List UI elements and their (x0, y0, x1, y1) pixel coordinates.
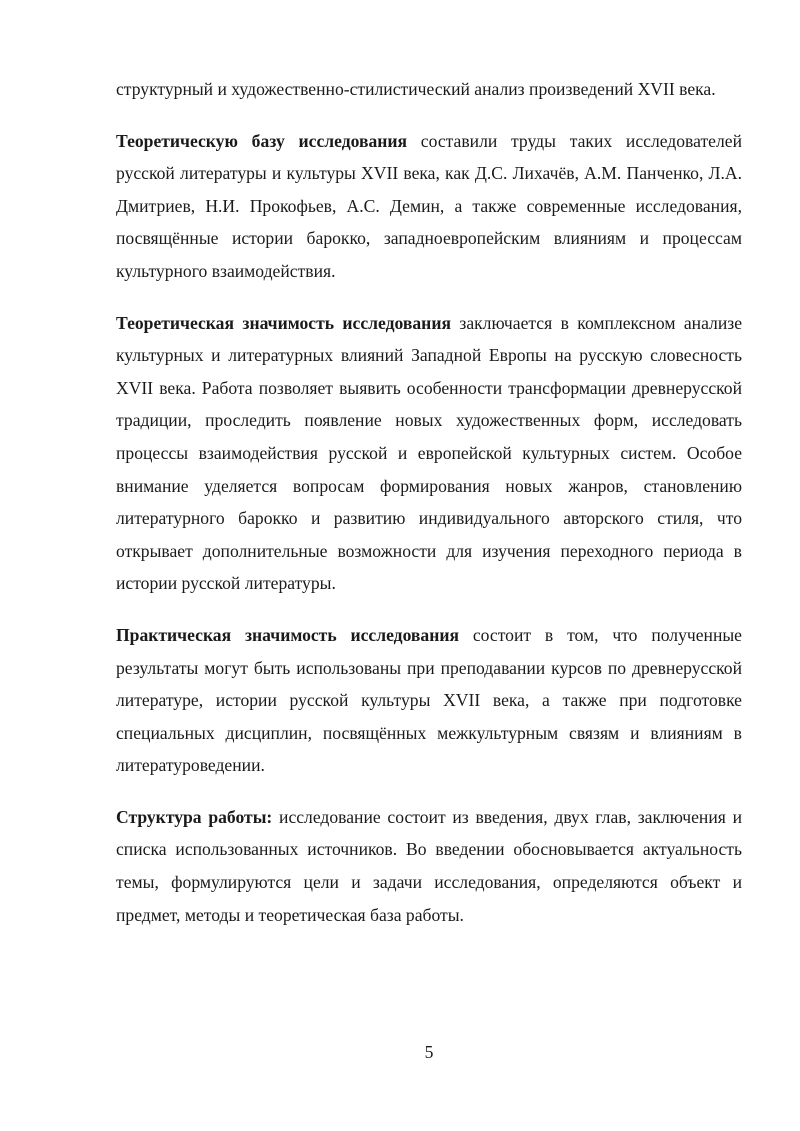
paragraph-text: составили труды таких исследователей русской литературы и культуры XVII века, как Д.С. Лихачёв, А.М. Панченко, Л.А. Дмитриев, Н.И. Прокофьев, А.С. Демин, а также современные исследования, посвящённые истории барокко, западноевропейским влияниям и процессам культурного взаимодействия. (116, 130, 742, 281)
paragraph-text: исследование состоит из введения, двух глав, заключения и списка использованных источников. Во введении обосновывается актуальность темы, формулируются цели и задачи исследования, определяются объект и предмет, методы и теоретическая база работы. (116, 806, 742, 925)
paragraph-work-structure (116, 801, 742, 931)
paragraph-practical-significance (116, 619, 742, 782)
paragraph-theoretical-base (116, 125, 742, 288)
document-body (116, 73, 742, 950)
page-number: 5 (424, 1042, 434, 1062)
paragraph-heading: Практическая значимость исследования (116, 624, 460, 645)
paragraph-heading: Теоретическая значимость исследования (116, 312, 451, 333)
paragraph-heading: Теоретическую базу исследования (116, 130, 408, 151)
paragraph-text: заключается в комплексном анализе культурных и литературных влияний Западной Европы на русскую словесность XVII века. Работа позволяет выявить особенности трансформации древнерусской традиции, проследить появление новых художественных форм, исследовать процессы взаимодействия русской и европейской культурных систем. Особое внимание уделяется вопросам формирования новых жанров, становлению литературного барокко и развитию индивидуального авторского стиля, что открывает дополнительные возможности для изучения переходного периода в истории русской литературы. (116, 312, 742, 594)
paragraph-analysis-methods (116, 73, 742, 106)
paragraph-text: структурный и художественно-стилистический анализ произведений XVII века. (116, 79, 716, 99)
paragraph-heading: Структура работы: (116, 806, 273, 827)
paragraph-text: состоит в том, что полученные результаты могут быть использованы при преподавании курсов по древнерусской литературе, истории русской культуры XVII века, а также при подготовке специальных дисциплин, посвящённых межкультурным связям и влияниям в литературоведении. (116, 624, 742, 776)
paragraph-theoretical-significance (116, 307, 742, 600)
